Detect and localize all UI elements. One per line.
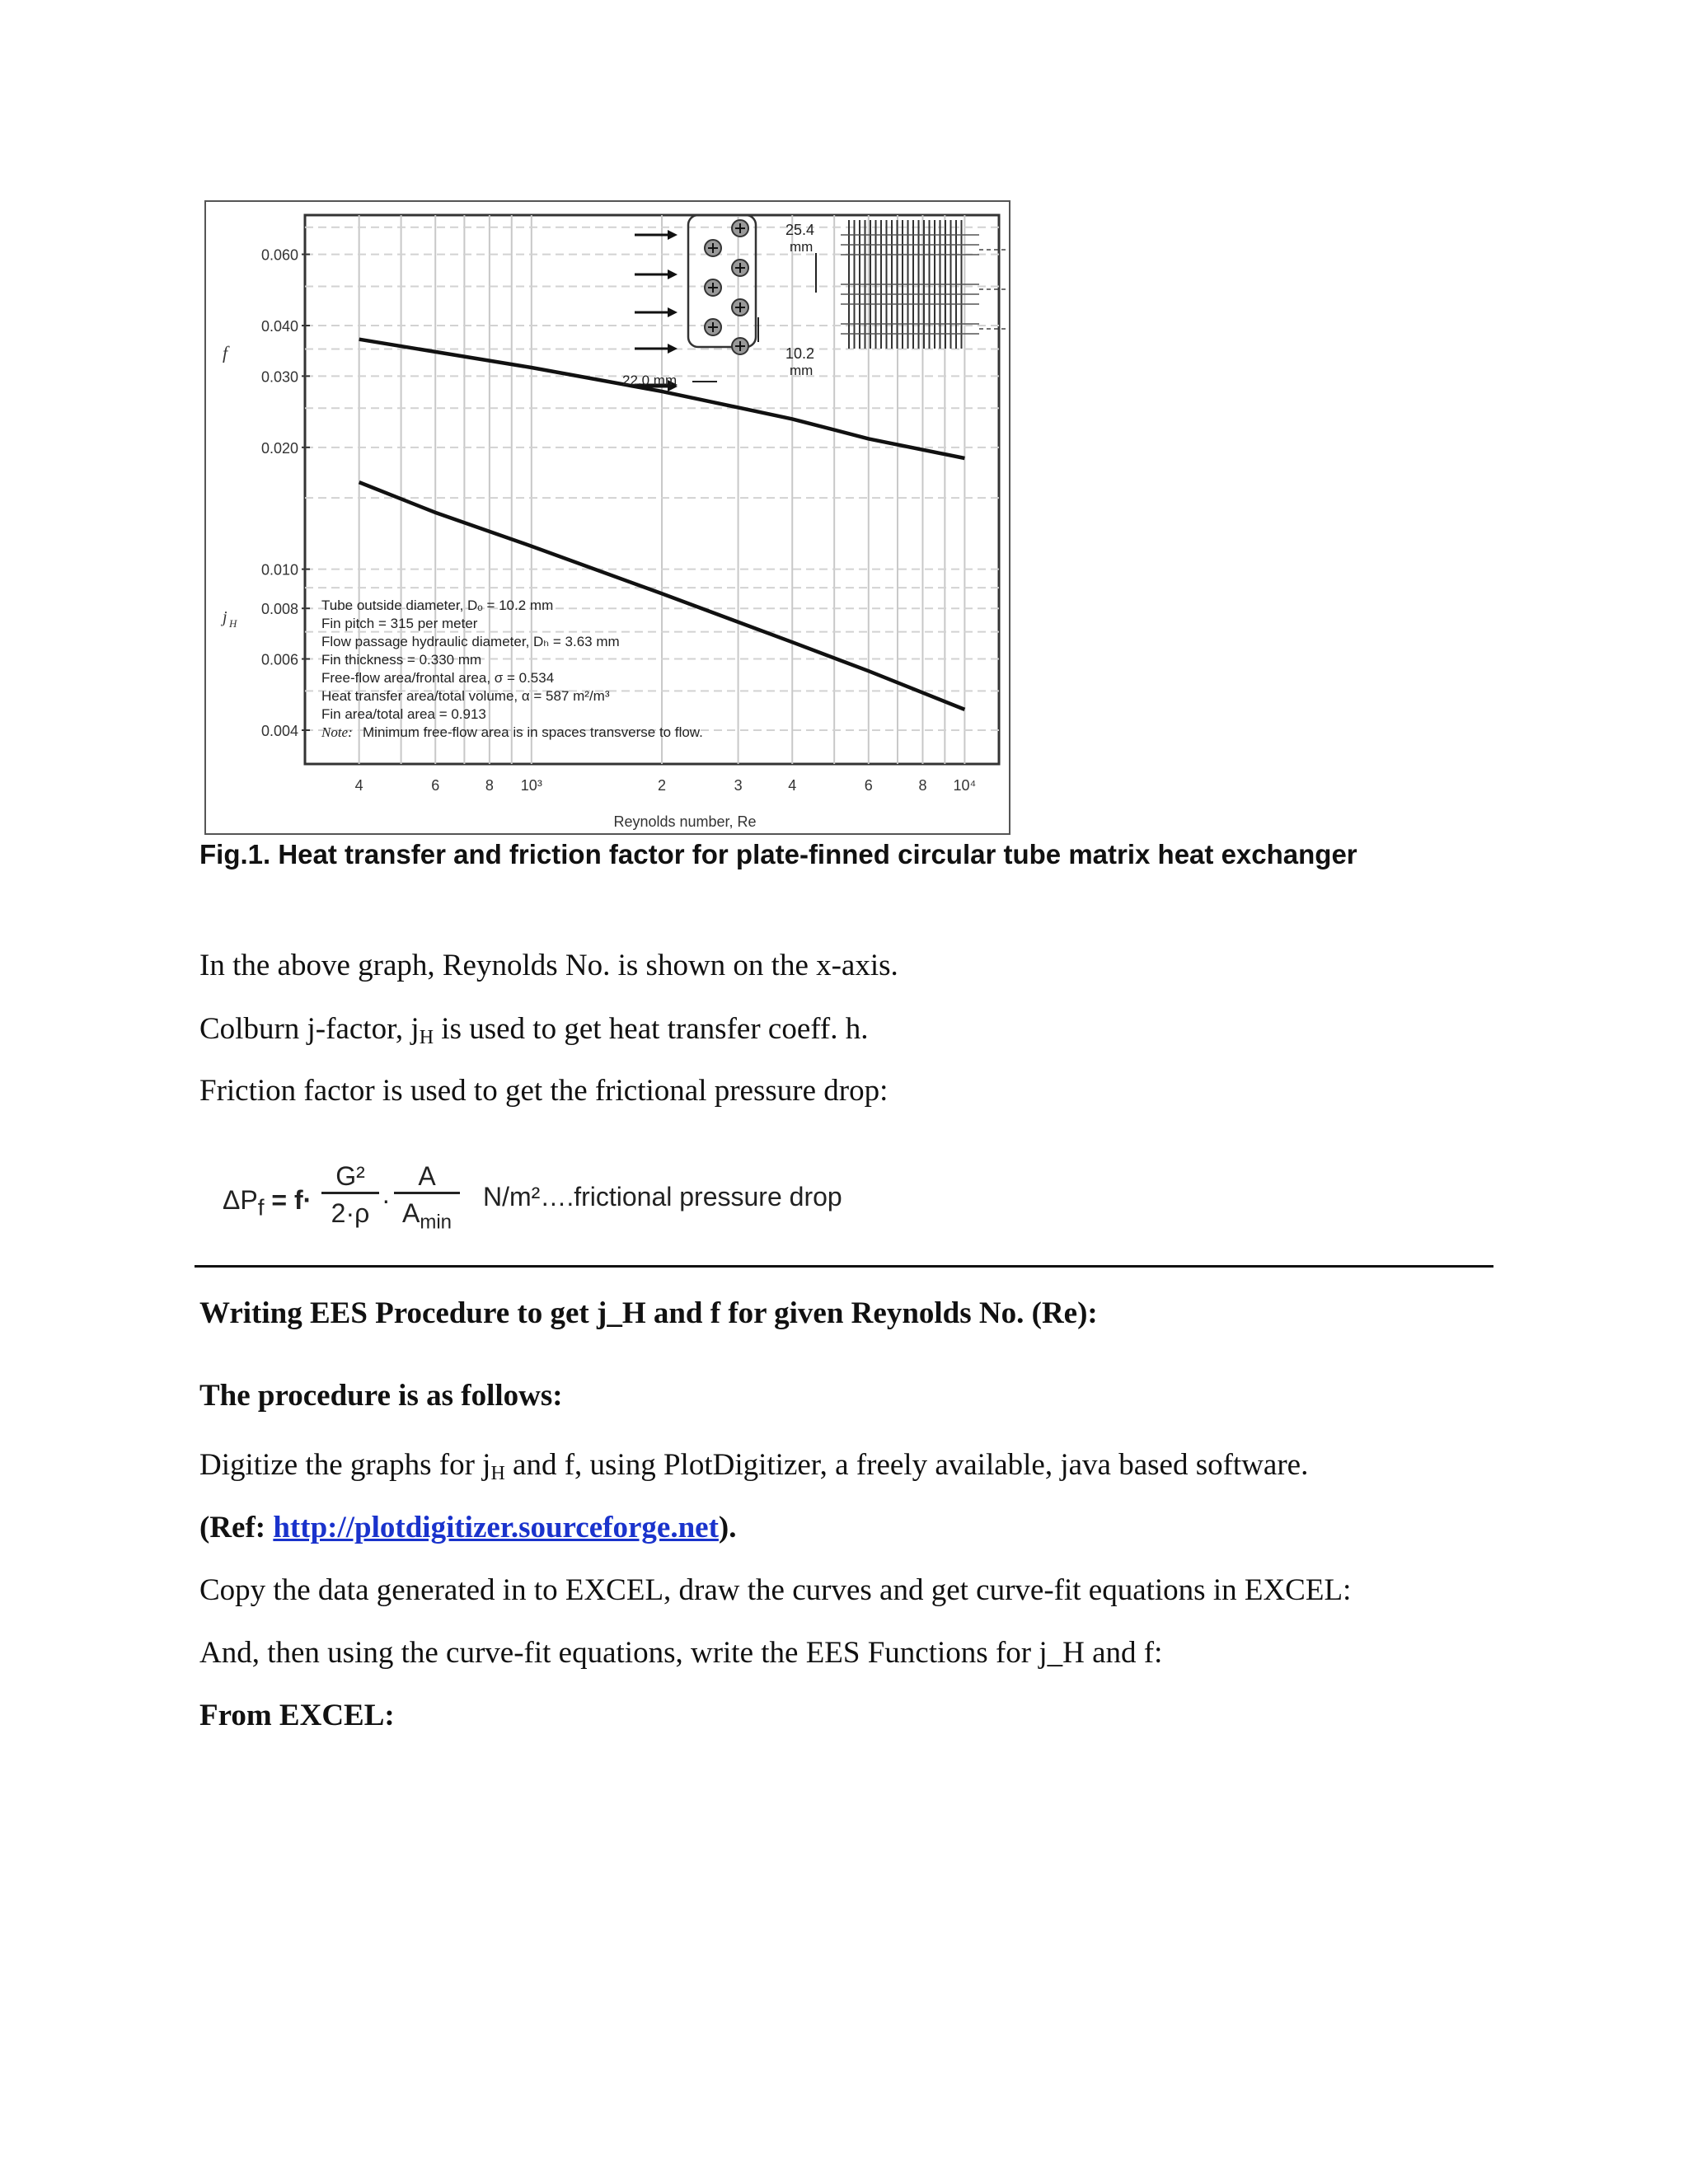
paragraph-reynolds: In the above graph, Reynolds No. is shown on the x-axis. [199, 949, 898, 982]
x-tick-label: 8 [918, 777, 927, 794]
spec-annotation: Fin pitch = 315 per meter [321, 616, 478, 631]
heading-procedure: The procedure is as follows: [199, 1379, 563, 1413]
formula-fraction-1 [321, 1160, 379, 1229]
formula-lhs [223, 1185, 312, 1221]
x-axis-label: Reynolds number, Re [613, 813, 757, 830]
x-tick-label: 8 [485, 777, 494, 794]
x-tick-label: 10⁴ [953, 777, 977, 794]
formula-fraction-2 [394, 1160, 460, 1238]
ref-open: (Ref: [199, 1511, 274, 1544]
x-tick-label: 10³ [520, 777, 542, 794]
digitize-text-b: and f, using PlotDigitizer, a freely available, java based software. [504, 1448, 1309, 1482]
y-axis-label-jh: j [223, 608, 227, 627]
dim-tube-label: 10.2 [785, 345, 815, 362]
paragraph-friction: Friction factor is used to get the frictional pressure drop: [199, 1074, 889, 1108]
paragraph-digitize [199, 1447, 1308, 1492]
figure-caption: Fig.1. Heat transfer and friction factor for plate-finned circular tube matrix heat exchanger [199, 839, 1357, 869]
y-tick-label: 0.008 [260, 601, 298, 618]
y-axis-label-jh-sub: H [229, 617, 237, 630]
paragraph-copy-excel: Copy the data generated in to EXCEL, draw the curves and get curve-fit equations in EXCEL: [199, 1573, 1352, 1607]
spec-annotation: Heat transfer area/total volume, α = 587 m²/m³ [321, 688, 610, 704]
y-tick-label: 0.004 [260, 722, 298, 739]
ref-close: ). [718, 1511, 737, 1544]
formula-denominator-subscript: min [420, 1211, 452, 1234]
formula-delta-p: ΔP [223, 1185, 258, 1215]
formula-dot: · [382, 1185, 391, 1215]
heading-ees-procedure: Writing EES Procedure to get j_H and f for given Reynolds No. (Re): [199, 1296, 1098, 1330]
spec-annotation: Fin thickness = 0.330 mm [321, 652, 482, 668]
spec-annotation: Free-flow area/frontal area, σ = 0.534 [321, 670, 555, 686]
x-tick-label: 2 [658, 777, 667, 794]
x-tick-label: 6 [864, 777, 873, 794]
horizontal-rule [195, 1265, 1493, 1268]
paragraph-ref [199, 1510, 736, 1546]
figure-frame [204, 200, 1010, 835]
note-label: Note: [321, 724, 353, 740]
formula-equals: = f· [264, 1185, 312, 1215]
paragraph-ees-functions: And, then using the curve-fit equations, write the EES Functions for j_H and f: [199, 1636, 1163, 1670]
y-tick-label: 0.010 [260, 561, 298, 579]
formula-numerator-1: G² [335, 1161, 365, 1191]
x-tick-label: 3 [734, 777, 743, 794]
y-tick-label: 0.060 [260, 246, 298, 264]
pressure-drop-formula [223, 1159, 964, 1249]
y-tick-label: 0.040 [260, 318, 298, 335]
colburn-subscript: H [419, 1027, 434, 1048]
note-text: Minimum free-flow area is in spaces transverse to flow. [363, 724, 703, 740]
digitize-subscript: H [490, 1463, 505, 1484]
x-tick-label: 6 [431, 777, 440, 794]
formula-denominator-a: A [401, 1198, 420, 1228]
dim-width-label: 22.0 mm [622, 373, 678, 388]
y-tick-label: 0.006 [260, 651, 298, 668]
colburn-text-a: Colburn j-factor, j [199, 1012, 420, 1046]
digitize-text-a: Digitize the graphs for j [199, 1448, 491, 1482]
paragraph-colburn [199, 1011, 868, 1056]
plotdigitizer-link[interactable]: http://plotdigitizer.sourceforge.net [273, 1511, 719, 1544]
dim-pitch-unit: mm [790, 239, 814, 255]
heading-from-excel: From EXCEL: [199, 1699, 395, 1732]
y-axis-label-f: f [223, 342, 228, 363]
formula-unit-label: N/m²….frictional pressure drop [483, 1182, 842, 1212]
x-tick-label: 4 [354, 777, 363, 794]
formula-lhs-subscript: f [257, 1194, 265, 1221]
y-tick-label: 0.030 [260, 368, 298, 386]
formula-numerator-2: A [418, 1161, 436, 1191]
dim-tube-unit: mm [790, 363, 814, 378]
y-tick-label: 0.020 [260, 439, 298, 457]
spec-annotation: Tube outside diameter, Dₒ = 10.2 mm [321, 598, 554, 613]
formula-denominator-2 [394, 1192, 460, 1238]
colburn-text-b: is used to get heat transfer coeff. h. [434, 1012, 869, 1046]
dim-pitch-label: 25.4 [785, 222, 815, 238]
spec-annotation: Flow passage hydraulic diameter, Dₕ = 3.63 mm [321, 634, 620, 649]
x-tick-label: 4 [788, 777, 797, 794]
formula-denominator-1: 2·ρ [321, 1192, 379, 1229]
chart [206, 202, 1009, 833]
spec-annotation-fin-area: Fin area/total area = 0.913 [321, 706, 486, 722]
